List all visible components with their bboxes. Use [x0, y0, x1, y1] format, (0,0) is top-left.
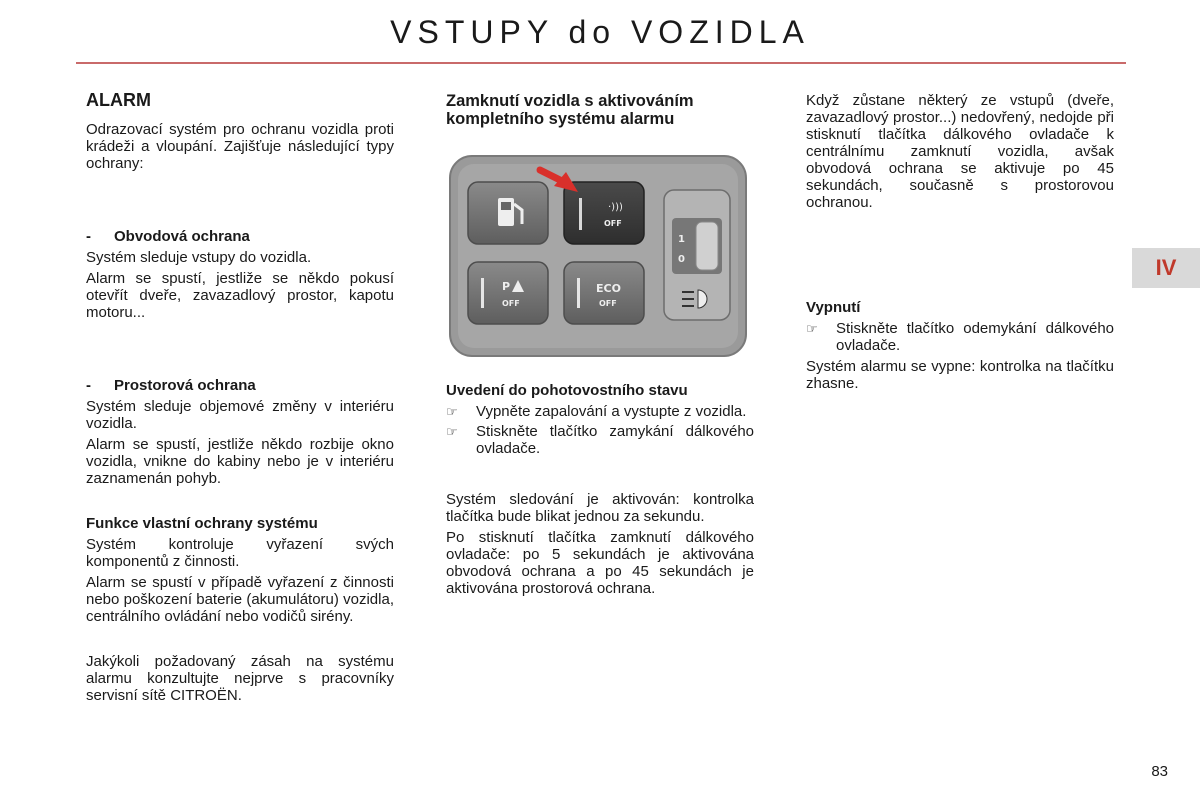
service-note: Jakýkoli požadovaný zásah na systému alarmu konzultujte nejprve s pracovníky servisní sítě CITROËN.	[86, 653, 394, 704]
self-protection-text-1: Systém kontroluje vyřazení svých komponentů z činnosti.	[86, 536, 394, 570]
fuel-button[interactable]	[468, 182, 548, 244]
eco-off-button[interactable]	[564, 262, 644, 324]
standby-step-1	[446, 403, 754, 420]
park-button-label: OFF	[502, 299, 520, 308]
park-assist-icon: P	[502, 280, 511, 293]
page-number: 83	[1151, 763, 1168, 780]
page-title: VSTUPY do VOZIDLA	[390, 14, 810, 50]
eco-button-label: OFF	[599, 299, 617, 308]
self-protection-heading: Funkce vlastní ochrany systému	[86, 515, 318, 532]
chapter-tab[interactable]: IV	[1132, 248, 1200, 288]
eco-indicator-led	[577, 278, 580, 308]
perimeter-heading: Obvodová ochrana	[114, 228, 250, 245]
open-entry-note: Když zůstane některý ze vstupů (dveře, zavazadlový prostor...) nedovřený, nedojde při stisknutí tlačítka dálkového ovladače k centrálnímu zamknutí vozidla, avšak obvodová ochrana se aktivuje po 45 sekundách, současně s prostorovou ochranou.	[806, 92, 1114, 211]
volume-heading-row	[86, 377, 394, 394]
deactivate-result-text: Systém alarmu se vypne: kontrolka na tlačítku zhasne.	[806, 358, 1114, 392]
pointing-hand-icon: ☞	[446, 424, 458, 439]
alarm-indicator-led	[579, 198, 582, 230]
pointing-hand-icon: ☞	[446, 404, 458, 419]
self-protection-text-2: Alarm se spustí v případě vyřazení z činnosti nebo poškození baterie (akumulátoru) vozidla, centrálního ovládání nebo vodičů sirény.	[86, 574, 394, 625]
alarm-button-label: OFF	[604, 219, 622, 228]
dial-mark-0: 0	[678, 254, 685, 265]
delay-text: Po stisknutí tlačítka zamknutí dálkového ovladače: po 5 sekundách je aktivována obvodová ochrana a po 45 sekundách je aktivována prostorová ochrana.	[446, 529, 754, 597]
perimeter-heading-row	[86, 228, 394, 245]
pointing-hand-icon: ☞	[806, 321, 818, 336]
standby-step-1-text: Vypněte zapalování a vystupte z vozidla.	[476, 403, 747, 420]
volume-text-2: Alarm se spustí, jestliže někdo rozbije okno vozidla, vnikne do kabiny nebo je v interiéru zaznamenán pohyb.	[86, 436, 394, 487]
volume-dash: -	[86, 377, 91, 394]
perimeter-text-2: Alarm se spustí, jestliže se někdo pokusí otevřít dveře, zavazadlový prostor, kapotu motoru...	[86, 270, 394, 321]
standby-step-2	[446, 423, 754, 457]
headlamp-leveling-dial[interactable]	[664, 190, 730, 320]
monitoring-active-text: Systém sledování je aktivován: kontrolka tlačítka bude blikat jednou za sekundu.	[446, 491, 754, 525]
alarm-intro: Odrazovací systém pro ochranu vozidla proti krádeži a vloupání. Zajišťuje následující typy ochrany:	[86, 121, 394, 172]
dashboard-buttons-illustration	[446, 152, 750, 362]
volume-text-1: Systém sleduje objemové změny v interiéru vozidla.	[86, 398, 394, 432]
park-assist-off-button[interactable]	[468, 262, 548, 324]
perimeter-dash: -	[86, 228, 91, 245]
eco-button-top: ECO	[596, 282, 621, 295]
volume-heading: Prostorová ochrana	[114, 377, 256, 394]
middle-column-lower	[446, 382, 754, 597]
middle-column	[446, 92, 754, 128]
dial-mark-1: 1	[678, 234, 685, 245]
deactivate-step-text: Stiskněte tlačítko odemykání dálkového ovladače.	[836, 320, 1114, 354]
alarm-heading: ALARM	[86, 90, 151, 110]
deactivate-heading: Vypnutí	[806, 299, 861, 316]
dashboard-buttons-figure	[446, 152, 750, 362]
standby-heading: Uvedení do pohotovostního stavu	[446, 382, 688, 399]
park-indicator-led	[481, 278, 484, 308]
alarm-wave-icon: ·)))	[608, 202, 623, 213]
deactivate-step	[806, 320, 1114, 354]
standby-step-2-text: Stiskněte tlačítko zamykání dálkového ovladače.	[476, 423, 754, 457]
left-column	[86, 92, 394, 704]
lock-heading: Zamknutí vozidla s aktivováním kompletního systému alarmu	[446, 92, 694, 128]
perimeter-text-1: Systém sleduje vstupy do vozidla.	[86, 249, 312, 266]
title-divider	[76, 62, 1126, 64]
dial-wheel[interactable]	[696, 222, 718, 270]
right-column	[806, 92, 1114, 392]
